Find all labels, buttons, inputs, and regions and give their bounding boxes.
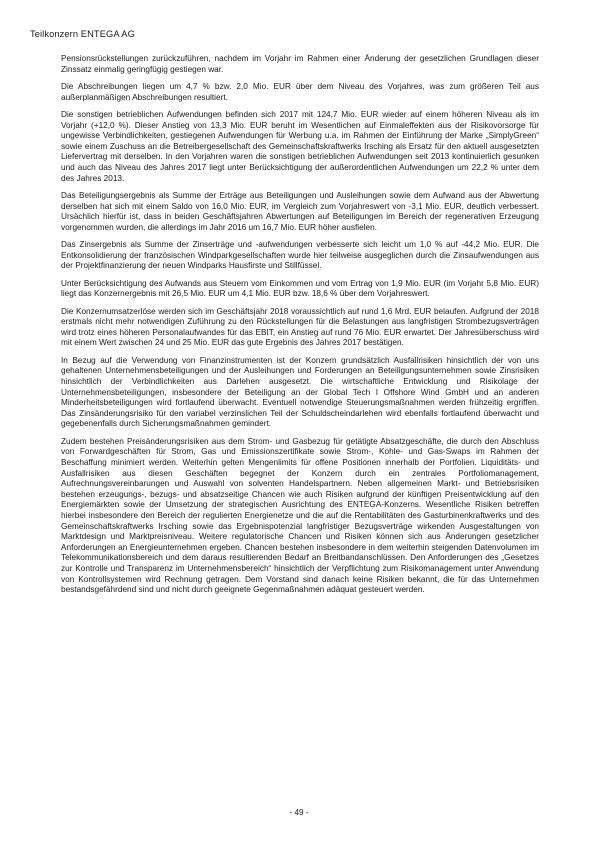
paragraph-investment-result: Das Beteiligungsergebnis als Summe der Erträge aus Beteiligungen und Ausleihungen sowie dem Aufwand aus der Abwertung derselben hat sich mit einem Saldo von 16,0 Mio. EUR, im Vergleich zum Vorjahreswert von -3,1 Mio. EUR, deutlich verbessert. Ursächlich hierfür ist, dass in beiden Geschäftsjahren Abwertungen auf Beteiligungen im Bereich der regenerativen Erzeugung vorgenommen wurden, die allerdings im Jahr 2016 um 16,7 Mio. EUR höher ausfielen. [61, 190, 539, 232]
body-text [61, 54, 539, 602]
paragraph-financial-instruments: In Bezug auf die Verwendung von Finanzinstrumenten ist der Konzern grundsätzlich Ausfallrisiken hinsichtlich der von uns gehaltenen Unternehmensbeteiligungen und der Ausleihungen und Forderungen an Beteiligungsunternehmen sowie Zinsrisiken hinsichtlich der Verbindlichkeiten aus Darlehen ausgesetzt. Die wirtschaftliche Entwicklung und Risikolage der Unternehmensbeteiligungen, insbesondere der Beteiligung an der Global Tech I Offshore Wind GmbH und an anderen Minderheitsbeteiligungen wird fortlaufend überwacht. Eventuell notwendige Steuerungsmaßnahmen werden frühzeitig ergriffen. Das Zinsänderungsrisiko für den variabel verzinslichen Teil der Schuldscheindarlehen wird ebenfalls fortlaufend überwacht und gegebenenfalls durch Sicherungsmaßnahmen gemindert. [61, 355, 539, 429]
paragraph-outlook-2018: Die Konzernumsatzerlöse werden sich im Geschäftsjahr 2018 voraussichtlich auf rund 1,6 Mrd. EUR belaufen. Aufgrund der 2018 erstmals nicht mehr notwendigen Zuführung zu den Rückstellungen für die Belastungen aus langfristigen Strombezugsverträgen wird trotz eines höheren Personalaufwandes für das EBIT, ein Anstieg auf rund 76 Mio. EUR erwartet. Der Jahresüberschuss wird mit einem Wert zwischen 24 und 25 Mio. EUR das gute Ergebnis des Jahres 2017 bestätigen. [61, 306, 539, 348]
paragraph-depreciation: Die Abschreibungen liegen um 4,7 % bzw. 2,0 Mio. EUR über dem Niveau des Vorjahres, was zum größeren Teil aus außerplanmäßigen Abschreibungen resultiert. [61, 81, 539, 102]
page-number: - 49 - [289, 808, 309, 817]
paragraph-interest-result: Das Zinsergebnis als Summe der Zinserträge und -aufwendungen verbesserte sich leicht um 1,0 % auf -44,2 Mio. EUR. Die Entkonsolidierung der französischen Windparkgesellschaften wurde hier teilweise ausgeglichen durch die Zinsaufwendungen aus der Projektfinanzierung der neuen Windparks Hausfirste und Stillfüssel. [61, 240, 539, 271]
page-header: Teilkonzern ENTEGA AG [30, 29, 135, 39]
paragraph-pension-provisions: Pensionsrückstellungen zurückzuführen, nachdem im Vorjahr im Rahmen einer Änderung der gesetzlichen Grundlagen dieser Zinssatz einmalig geringfügig gestiegen war. [61, 54, 539, 74]
paragraph-risks-and-chances: Zudem bestehen Preisänderungsrisiken aus dem Strom- und Gasbezug für getätigte Absatzgeschäfte, die durch den Abschluss von Forwardgeschäften für Strom, Gas und Emissionszertifikate sowie Strom-, Kohle- und Gas-Swaps im Rahmen der Beschaffung minimiert werden. Weiterhin gelten Mengenlimits für offene Positionen innerhalb der Portfolien. Liquiditäts- und Ausfallrisiken aus diesen Geschäften begegnet der Konzern durch ein zentrales Portfoliomanagement, Aufrechnungsvereinbarungen und Auswahl von solventen Handelspartnern. Neben allgemeinen Markt- und Betriebsrisiken bestehen erzeugungs-, bezugs- und absatzseitige Chancen wie auch Risiken aufgrund der künftigen Preisentwicklung auf den Energiemärkten sowie der Umsetzung der strategischen Ausrichtung des ENTEGA-Konzerns. Wesentliche Risiken betreffen hierbei insbesondere den Bereich der regulierten Energienetze und die auf die Rentabilitäten des Gasturbinenkraftwerks und des Gemeinschaftskraftwerks Irsching sowie das Ergebnispotenzial langfristiger Bezugsverträge wirkenden Ausgestaltungen von Marktdesign und Marktpreisniveau. Weitere regulatorische Chancen und Risiken können sich aus Änderungen gesetzlicher Anforderungen an Energieunternehmen ergeben. Chancen bestehen insbesondere in dem weiterhin steigenden Datenvolumen im Telekommunikationsbereich und dem daraus resultierenden Bedarf an Breitbandanschlüssen. Den Anforderungen des „Gesetzes zur Kontrolle und Transparenz im Unternehmensbereich“ hinsichtlich der Verpflichtung zum Risikomanagement unter Anwendung von Kontrollsystemen wird Rechnung getragen. Dem Vorstand sind danach keine Risiken bekannt, die für das Unternehmen bestandsgefährdend sind und nicht durch geeignete Gegenmaßnahmen adäquat gesteuert werden. [61, 436, 539, 595]
paragraph-other-operating-expenses: Die sonstigen betrieblichen Aufwendungen befinden sich 2017 mit 124,7 Mio. EUR wieder auf einem höheren Niveau als im Vorjahr (+12,0 %). Dieser Anstieg von 13,3 Mio. EUR beruht im Wesentlichen auf Einmaleffekten aus der Risikovorsorge für ungewisse Verbindlichkeiten, gestiegenen Aufwendungen für Werbung u.a. im Rahmen der Einführung der Marke „SimplyGreen“ sowie einem Zuschuss an die Betreibergesellschaft des Gemeinschaftskraftwerks Irsching als Ersatz für den aktuell ausgesetzten Liefervertrag mit derselben. In den Vorjahren waren die sonstigen betrieblichen Aufwendungen seit 2013 kontinuierlich gesunken und auch das Niveau des Jahres 2017 liegt unter Berücksichtigung der außerordentlichen Aufwendungen um 22,2 % unter dem des Jahres 2013. [61, 109, 539, 183]
paragraph-group-result: Unter Berücksichtigung des Aufwands aus Steuern vom Einkommen und vom Ertrag von 1,9 Mio. EUR (im Vorjahr 5,8 Mio. EUR) liegt das Konzernergebnis mit 26,5 Mio. EUR um 4,1 Mio. EUR bzw. 18,6 % über dem Vorjahreswert. [61, 278, 539, 299]
